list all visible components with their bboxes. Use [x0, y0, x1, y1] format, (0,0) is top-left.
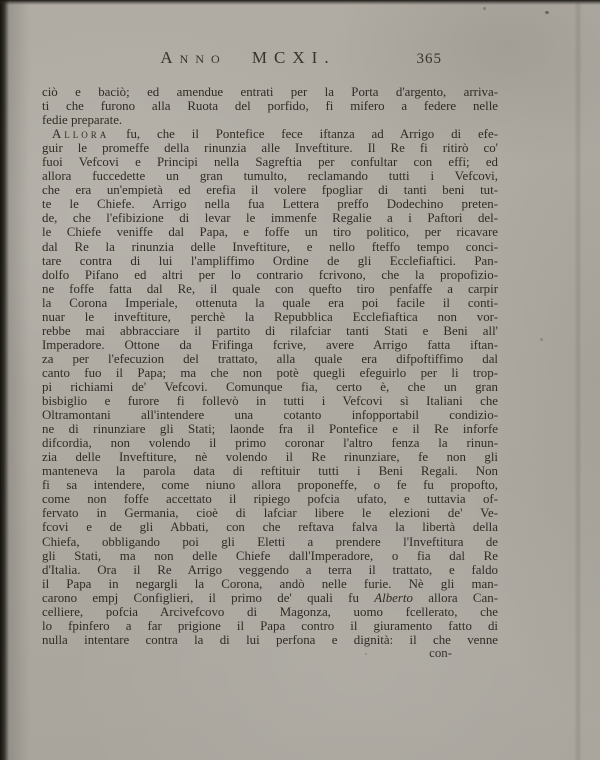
text-line: canto fuo il Papa; ma che non potè quegli efeguirlo per li trop- — [42, 365, 498, 380]
text-line: allora fuccedette un gran tumulto, reclamando tutti i Vefcovi, — [42, 169, 498, 184]
paper-speck — [540, 338, 543, 341]
text-line: dal Re la rinunzia delle Inveftiture, e nello fteffo tempo conci- — [42, 239, 498, 254]
text-block — [42, 85, 498, 647]
text-line: fedie preparate. — [42, 113, 123, 128]
page-fold-line — [574, 0, 582, 760]
text-line: de, che l'efibizione di levar le immenfe Regalie a i Paftori del- — [42, 211, 498, 226]
text-line: lo fpinfero a far prigione il Papa contro il giuramento fatto di — [42, 618, 498, 633]
text-line: fi sa intendere, come niuno allora proponeffe, o fe fu propofto, — [42, 478, 498, 493]
text-line: ciò e baciò; ed amendue entrati per la Porta d'argento, arriva- — [42, 85, 498, 99]
text-line: Imperadore. Ottone da Frifinga fcrive, avere Arrigo fatta iftan- — [42, 337, 498, 352]
text-line: ti che furono alla Ruota del porfido, fi mifero a federe nelle — [42, 99, 498, 114]
text-line: Chiefa, obbligando poi gli Eletti a prendere l'Inveftitura de — [42, 534, 498, 549]
paper-speck — [483, 7, 486, 10]
text-line: bisbiglio e furore fi follevò in tutti i Vefcovi sì Italiani che — [42, 394, 498, 409]
text-line: nuar le inveftiture, perchè la Repubblica Ecclefiaftica non vor- — [42, 309, 498, 324]
scan-edge-left — [0, 0, 9, 760]
paper-speck — [545, 11, 549, 14]
text-line: carono empj Configlieri, il primo de' quali fu Alberto allora Can- — [42, 590, 498, 605]
text-line: guir le promeffe della rinunzia alle Inveftiture. Il Re fi ritirò co' — [42, 141, 498, 156]
text-line: tare contra di lui l'ampliffimo Ordine de gli Ecclefiaftici. Pan- — [42, 253, 498, 268]
text-line: come non foffe accettato il ripiego pofcia ufato, e tuttavia of- — [42, 492, 498, 507]
running-title: Anno MCXI. — [160, 48, 336, 67]
text-line: pi richiami de' Vefcovi. Comunque fia, certo è, che un gran — [42, 379, 498, 394]
text-line: le Chiefe veniffe dal Papa, e foffe un tiro politico, per ricavare — [42, 225, 498, 240]
scan-edge-top — [0, 0, 600, 5]
text-line: d'Italia. Ora il Re Arrigo veggendo a terra il trattato, e faldo — [42, 562, 498, 577]
text-line: ne di rinunziare gli Stati; laonde fra il Pontefice e il Re inforfe — [42, 422, 498, 437]
text-line: difcordia, non volendo il primo coronar l'altro fenza la rinun- — [42, 436, 498, 451]
text-line: Allora fu, che il Pontefice fece iftanza ad Arrigo di efe- — [52, 127, 498, 142]
text-line: te le Chiefe. Arrigo nella fua Lettera preffo Dodechino preten- — [42, 197, 498, 212]
catchword: con- — [429, 646, 452, 660]
text-line: Oltramontani all'intendere una cotanto infopportabil condizio- — [42, 408, 498, 423]
page-number: 365 — [416, 51, 442, 67]
text-line: ne foffe fatta dal Re, il quale con quefto tiro penfaffe a carpir — [42, 281, 498, 296]
text-line: gli Stati, ma non delle Chiefe dall'Imperadore, o fia dal Re — [42, 548, 498, 563]
text-line: fcovi e de gli Abbati, con che reftava falva la libertà della — [42, 520, 498, 535]
text-line: manteneva la parola data di reftituir tutti i Beni Regali. Non — [42, 464, 498, 479]
text-line: che era un'empietà ed erefia il volere fpogliar di tanti beni tut- — [42, 183, 498, 198]
text-line: celliere, pofcia Arcivefcovo di Magonza, uomo fcellerato, che — [42, 604, 498, 619]
page-header — [42, 48, 498, 72]
text-line: il Papa in negargli la Corona, andò nelle furie. Nè gli man- — [42, 576, 498, 591]
text-line: la Corona Imperiale, ottenuta la quale era poi facile il conti- — [42, 295, 498, 310]
text-line: za per l'efecuzion del trattato, alla quale era difpoftiffimo dal — [42, 351, 498, 366]
text-line: fervato in Germania, cioè di lafciar libere le elezioni de' Ve- — [42, 506, 498, 521]
text-line: dolfo Pifano ed altri per lo contrario fcrivono, che la propofizio- — [42, 267, 498, 282]
text-line: nulla intentare contra la di lui perfona e dignità: il che venne — [42, 632, 498, 647]
text-line: zia delle Inveftiture, nè volendo il Re rinunziare, fe non gli — [42, 450, 498, 465]
text-line: rebbe mai abbracciare il partito di rilafciar tanti Stati e Beni all' — [42, 323, 498, 338]
text-line: fuoi Vefcovi e Principi nella Sagreftia per confultar con effi; ed — [42, 155, 498, 170]
